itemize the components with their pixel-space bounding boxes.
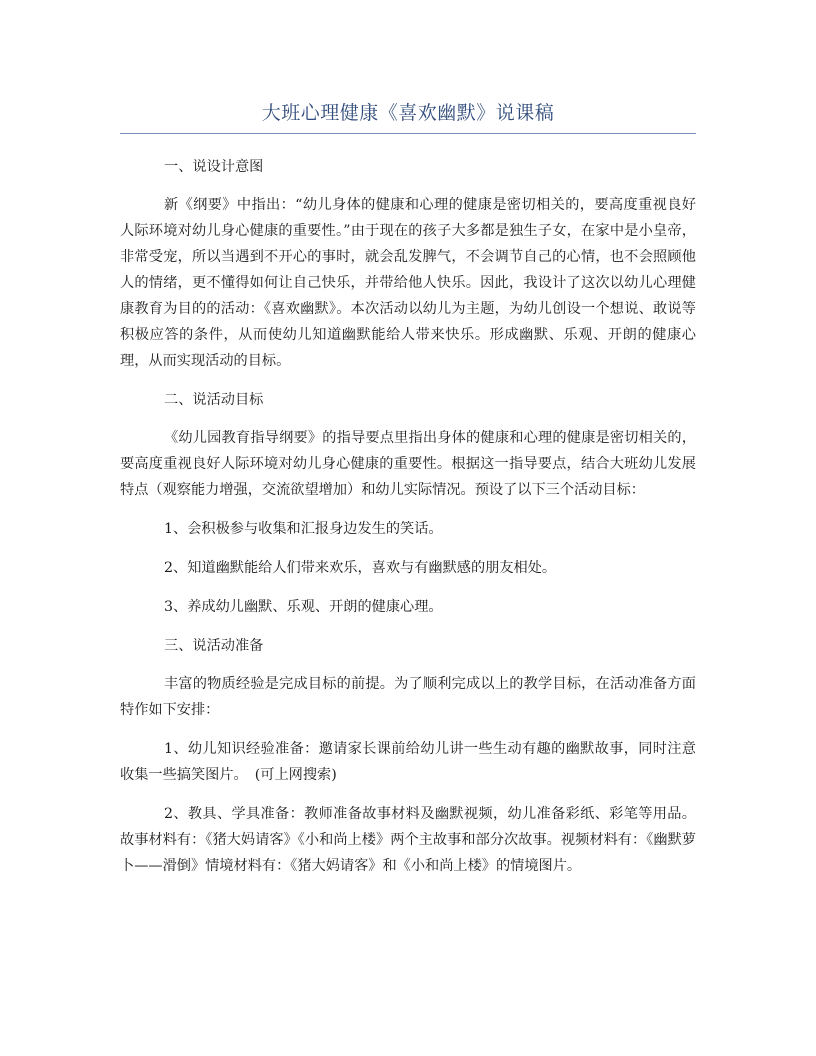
goal-item-2: 2、知道幽默能给人们带来欢乐，喜欢与有幽默感的朋友相处。 xyxy=(164,560,557,576)
goal-item-1: 1、会积极参与收集和汇报身边发生的笑话。 xyxy=(164,521,443,537)
section-heading-design-intent: 一、说设计意图 xyxy=(164,159,264,175)
paragraph-activity-goals: 《幼儿园教育指导纲要》的指导要点里指出身体的健康和心理的健康是密切相关的，要高度重视良好人际环境对幼儿身心健康的重要性。根据这一指导要点，结合大班幼儿发展特点（观察能力增强，交流欲望增加）和幼儿实际情况。预设了以下三个活动目标： xyxy=(120,430,696,498)
paragraph-design-intent: 新《纲要》中指出：“幼儿身体的健康和心理的健康是密切相关的，要高度重视良好人际环境对幼儿身心健康的重要性。”由于现在的孩子大多都是独生子女，在家中是小皇帝，非常受宠，所以当遇到不开心的事时，就会乱发脾气，不会调节自己的心情，也不会照顾他人的情绪，更不懂得如何让自己快乐，并带给他人快乐。因此，我设计了这次以幼儿心理健康教育为目的的活动：《喜欢幽默》。本次活动以幼儿为主题，为幼儿创设一个想说、敢说等积极应答的条件，从而使幼儿知道幽默能给人带来快乐。形成幽默、乐观、开朗的健康心理，从而实现活动的目标。 xyxy=(120,197,696,369)
section-heading-activity-prep: 三、说活动准备 xyxy=(164,638,264,654)
title-underline xyxy=(120,133,696,134)
paragraph-activity-prep: 丰富的物质经验是完成目标的前提。为了顺利完成以上的教学目标，在活动准备方面特作如下安排： xyxy=(120,676,696,718)
section-heading-activity-goals: 二、说活动目标 xyxy=(164,392,264,408)
prep-item-1: 1、幼儿知识经验准备：邀请家长课前给幼儿讲一些生动有趣的幽默故事，同时注意收集一些搞笑图片。 (可上网搜索) xyxy=(120,741,696,783)
goal-item-3: 3、养成幼儿幽默、乐观、开朗的健康心理。 xyxy=(164,599,443,615)
prep-item-2: 2、教具、学具准备：教师准备故事材料及幽默视频，幼儿准备彩纸、彩笔等用品。故事材料有：《猪大妈请客》《小和尚上楼》两个主故事和部分次故事。视频材料有：《幽默萝卜——滑倒》情境材料有：《猪大妈请客》和《小和尚上楼》的情境图片。 xyxy=(120,806,696,874)
document-title: 大班心理健康《喜欢幽默》说课稿 xyxy=(261,102,555,124)
document-body xyxy=(120,150,696,892)
